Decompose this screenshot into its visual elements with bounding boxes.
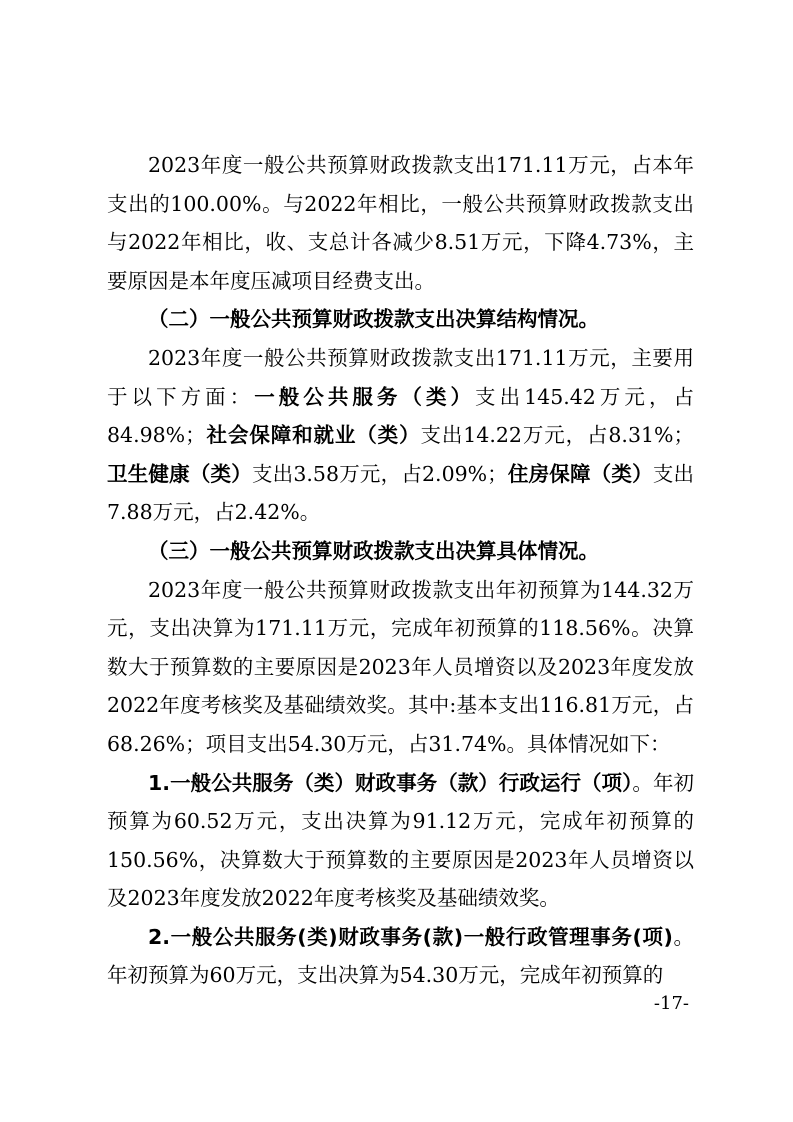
category-health-text: 支出3.58万元，占2.09%； (251, 461, 508, 486)
category-general-public-services: 一般公共服务（类） (254, 384, 476, 409)
category-social-security-text: 支出14.22万元，占8.31%； (420, 423, 695, 448)
item-administrative-operation (107, 764, 694, 918)
item-general-admin-affairs (107, 918, 694, 995)
category-social-security: 社会保障和就业（类） (205, 423, 421, 448)
page-number: -17- (653, 993, 689, 1014)
structure-intro: 2023年度一般公共预算财政拨款支出171.11万元，主要用于以下方面： (107, 345, 694, 409)
paragraph-expenditure-total: 2023年度一般公共预算财政拨款支出171.11万元，占本年支出的100.00%。与2022年相比，一般公共预算财政拨款支出与2022年相比，收、支总计各减少8.51万元，下降4.73%，主要原因是本年度压减项目经费支出。 (107, 153, 694, 293)
section-heading-structure: （二）一般公共预算财政拨款支出决算结构情况。 (148, 307, 599, 332)
item-general-admin-affairs-text: 。年初预算为60万元，支出决算为54.30万元，完成年初预算的 (107, 924, 695, 988)
section-heading-details: （三）一般公共预算财政拨款支出决算具体情况。 (148, 538, 599, 563)
category-general-public-services-text: 支出145.42万元，占84.98%； (107, 384, 694, 448)
item-administrative-operation-title: 1.一般公共服务（类）财政事务（款）行政运行（项） (148, 770, 633, 795)
item-general-admin-affairs-title: 2.一般公共服务(类)财政事务(款)一般行政管理事务(项) (148, 924, 673, 949)
paragraph-expenditure-structure (107, 339, 694, 532)
category-health: 卫生健康（类） (107, 461, 252, 486)
category-housing: 住房保障（类） (507, 461, 653, 486)
item-administrative-operation-text: 。年初预算为60.52万元，支出决算为91.12万元，完成年初预算的150.56%，决算数大于预算数的主要原因是2023年人员增资以及2023年度发放2022年度考核奖及基础绩效奖。 (107, 770, 694, 911)
paragraph-expenditure-details: 2023年度一般公共预算财政拨款支出年初预算为144.32万元，支出决算为171.11万元，完成年初预算的118.56%。决算数大于预算数的主要原因是2023年人员增资以及2023年度发放2022年度考核奖及基础绩效奖。其中:基本支出116.81万元，占68.26%；项目支出54.30万元，占31.74%。具体情况如下： (107, 577, 694, 756)
category-housing-text: 支出7.88万元，占2.42%。 (107, 461, 695, 525)
document-body (107, 146, 694, 995)
